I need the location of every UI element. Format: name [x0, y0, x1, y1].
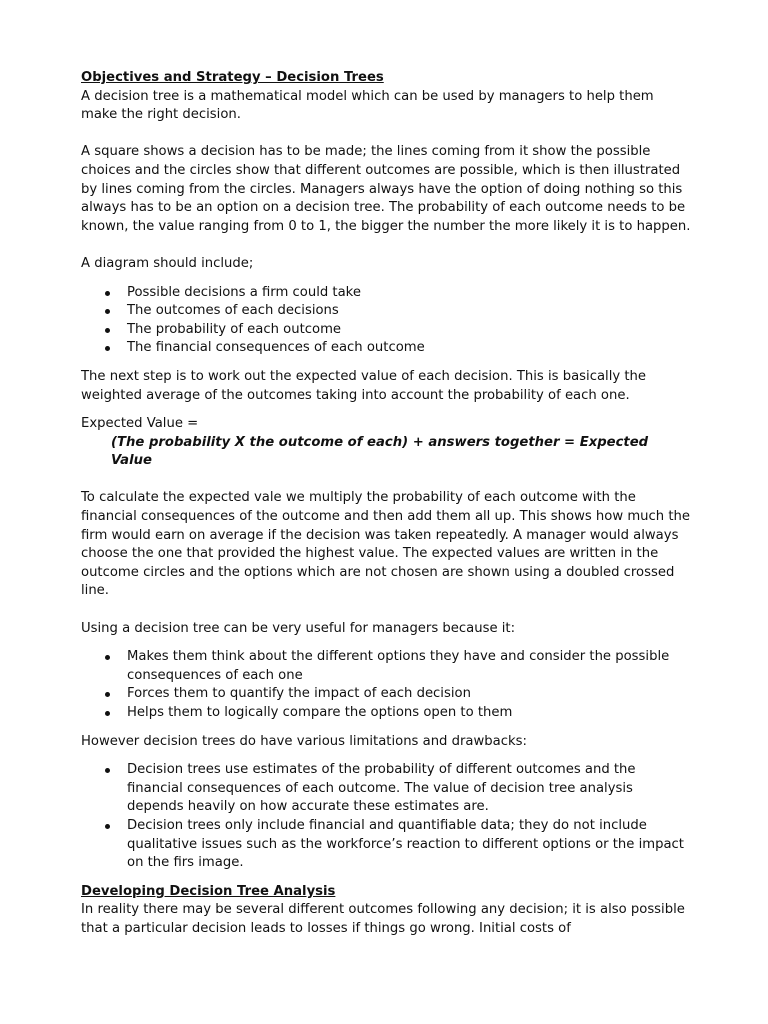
intro-paragraph: A decision tree is a mathematical model which can be used by managers to help them make the right decision. [81, 88, 654, 123]
document-page [81, 69, 693, 939]
useful-list [81, 648, 693, 722]
list-item: Makes them think about the different options they have and consider the possible consequences of each one [81, 648, 693, 685]
diagram-list [81, 284, 693, 358]
list-item: The financial consequences of each outcome [81, 339, 693, 358]
decision-tree-description: A square shows a decision has to be made; the lines coming from it show the possible choices and the circles show that different outcomes are possible, which is then illustrated by lines coming from the circles. Managers always have the option of doing nothing so this always has to be an option on a decision tree. The probability of each outcome needs to be known, the value ranging from 0 to 1, the bigger the number the more likely it is to happen. [81, 144, 691, 234]
expected-value-formula: (The probability X the outcome of each) + answers together = Expected Value [111, 434, 649, 469]
diagram-intro: A diagram should include; [81, 255, 254, 271]
list-item: Forces them to quantify the impact of each decision [81, 685, 693, 704]
limitations-list [81, 761, 693, 873]
final-paragraph: In reality there may be several different outcomes following any decision; it is also possible that a particular decision leads to losses if things go wrong. Initial costs of [81, 902, 685, 936]
list-item: Decision trees use estimates of the probability of different outcomes and the financial consequences of each outcome. The value of decision tree analysis depends heavily on how accurate these estimates are. [81, 761, 693, 817]
list-item: Possible decisions a firm could take [81, 284, 693, 303]
list-item: The outcomes of each decisions [81, 302, 693, 321]
limitations-intro: However decision trees do have various limitations and drawbacks: [81, 733, 527, 749]
section-heading-developing: Developing Decision Tree Analysis [81, 883, 336, 899]
list-item: The probability of each outcome [81, 321, 693, 340]
calculation-paragraph: To calculate the expected vale we multiply the probability of each outcome with the financial consequences of the outcome and then add them all up. This shows how much the firm would earn on average if the decision was taken repeatedly. A manager would always choose the one that provided the highest value. The expected values are written in the outcome circles and the options which are not chosen are shown using a doubled crossed line. [81, 490, 690, 599]
list-item: Decision trees only include financial and quantifiable data; they do not include qualitative issues such as the workforce’s reaction to different options or the impact on the firs image. [81, 817, 693, 873]
useful-intro: Using a decision tree can be very useful for managers because it: [81, 620, 516, 636]
expected-value-label: Expected Value = [81, 416, 199, 432]
section-heading-objectives: Objectives and Strategy – Decision Trees [81, 70, 384, 85]
list-item: Helps them to logically compare the options open to them [81, 704, 693, 723]
next-step-paragraph: The next step is to work out the expected value of each decision. This is basically the weighted average of the outcomes taking into account the probability of each one. [81, 368, 647, 403]
